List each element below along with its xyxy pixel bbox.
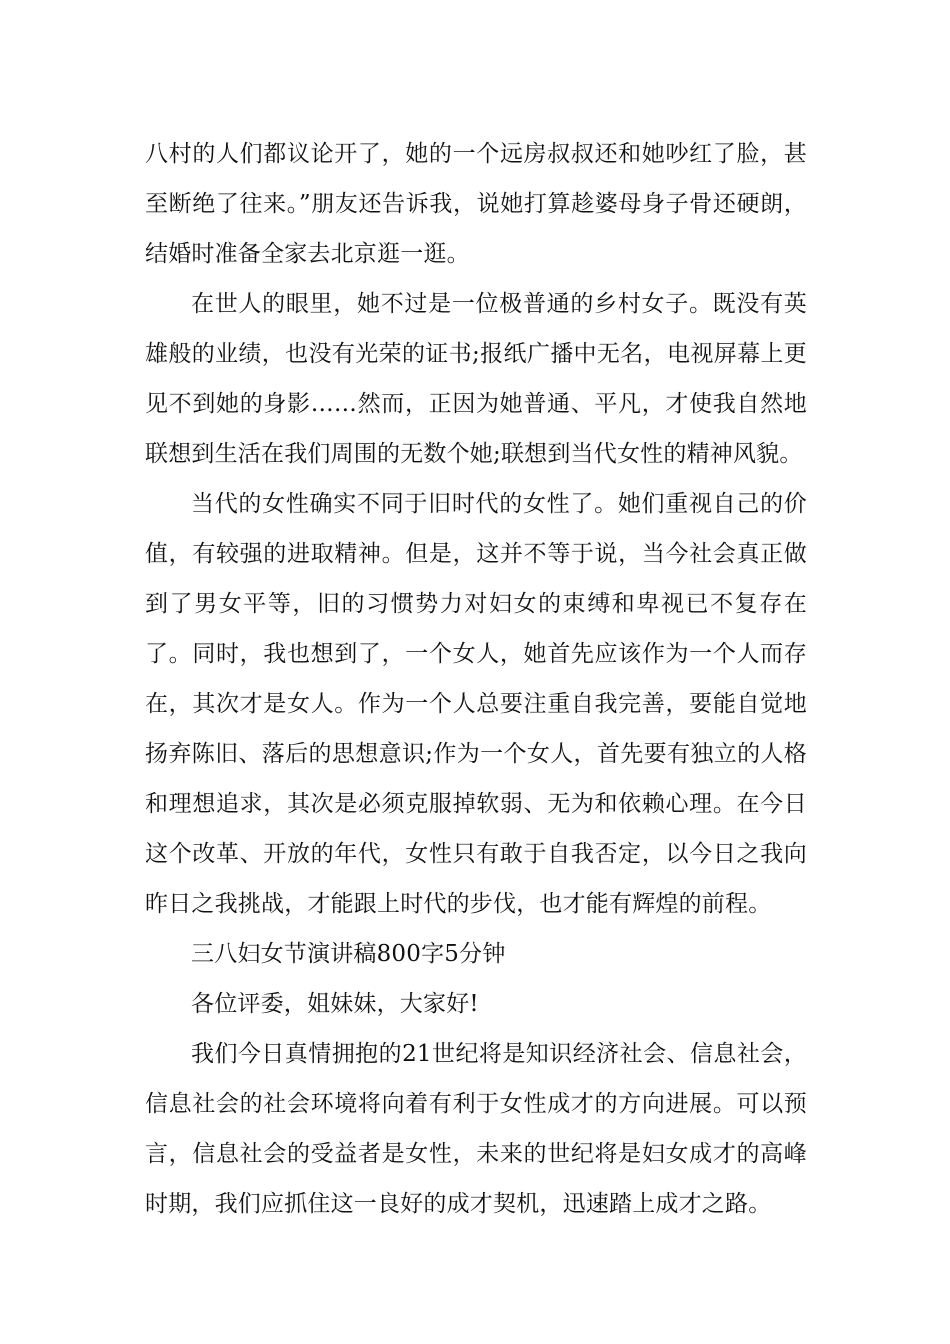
document-body: [145, 129, 807, 1229]
greeting: 各位评委，姐妹妹，大家好!: [191, 991, 479, 1017]
paragraph-1: 八村的人们都议论开了，她的一个远房叔叔还和她吵红了脸，甚至断绝了往来。”朋友还告诉我，说她打算趁婆母身子骨还硬朗，结婚时准备全家去北京逛一逛。: [145, 141, 807, 267]
paragraph-2: 在世人的眼里，她不过是一位极普通的乡村女子。既没有英雄般的业绩，也没有光荣的证书;报纸广播中无名，电视屏幕上更见不到她的身影……然而，正因为她普通、平凡，才使我自然地联想到生活在我们周围的无数个她;联想到当代女性的精神风貌。: [145, 291, 807, 467]
paragraph-3: 当代的女性确实不同于旧时代的女性了。她们重视自己的价值，有较强的进取精神。但是，这并不等于说，当今社会真正做到了男女平等，旧的习惯势力对妇女的束缚和卑视已不复存在了。同时，我也想到了，一个女人，她首先应该作为一个人而存在，其次才是女人。作为一个人总要注重自我完善，要能自觉地扬弃陈旧、落后的思想意识;作为一个女人，首先要有独立的人格和理想追求，其次是必须克服掉软弱、无为和依赖心理。在今日这个改革、开放的年代，女性只有敢于自我否定，以今日之我向昨日之我挑战，才能跟上时代的步伐，也才能有辉煌的前程。: [145, 491, 807, 917]
paragraph-6: 我们今日真情拥抱的21世纪将是知识经济社会、信息社会，信息社会的社会环境将向着有利于女性成才的方向进展。可以预言，信息社会的受益者是女性，未来的世纪将是妇女成才的高峰时期，我们应抓住这一良好的成才契机，迅速踏上成才之路。: [145, 1041, 807, 1217]
section-heading: 三八妇女节演讲稿800字5分钟: [191, 941, 506, 967]
